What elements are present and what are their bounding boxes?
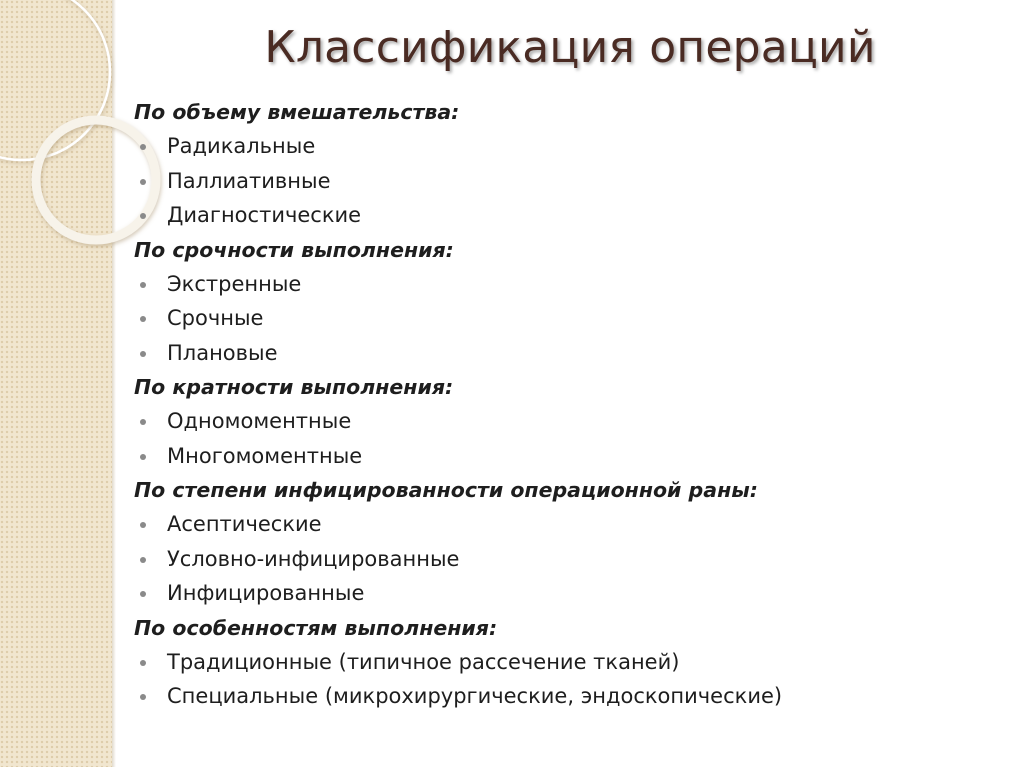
group-heading: По степени инфицированности операционной раны: <box>134 478 758 502</box>
item-label: Паллиативные <box>167 168 331 193</box>
item-label: Плановые <box>167 340 278 365</box>
bullet-icon <box>140 660 146 666</box>
list-item <box>134 301 994 336</box>
group-features <box>134 611 994 714</box>
classification-list <box>134 95 994 715</box>
list-item <box>134 679 994 714</box>
list-item <box>134 576 994 611</box>
item-label: Диагностические <box>167 203 362 227</box>
slide-title: Классификация операций <box>264 22 876 73</box>
list-item <box>134 336 994 371</box>
item-label: Условно-инфицированные <box>167 546 460 571</box>
list-item <box>134 198 994 233</box>
bullet-icon <box>140 282 146 288</box>
group-infection <box>134 473 994 611</box>
group-heading: По особенностям выполнения: <box>134 615 498 640</box>
list-item <box>134 542 994 577</box>
group-heading: По срочности выполнения: <box>134 237 454 262</box>
item-label: Традиционные (типичное рассечение тканей) <box>167 649 680 674</box>
item-label: Радикальные <box>167 134 316 158</box>
bullet-icon <box>140 454 146 460</box>
bullet-icon <box>140 522 146 528</box>
bullet-icon <box>140 179 146 185</box>
group-urgency <box>134 233 994 371</box>
item-label: Асептические <box>167 512 322 536</box>
bullet-icon <box>140 351 146 357</box>
group-multiplicity <box>134 370 994 473</box>
list-item <box>134 267 994 302</box>
bullet-icon <box>140 557 146 563</box>
bullet-icon <box>140 419 146 425</box>
bullet-icon <box>140 591 146 597</box>
bullet-icon <box>140 694 146 700</box>
item-label: Инфицированные <box>167 581 365 605</box>
list-item <box>134 404 994 439</box>
list-item <box>134 164 994 199</box>
list-item <box>134 645 994 680</box>
item-label: Одномоментные <box>167 409 352 433</box>
group-heading: По кратности выполнения: <box>134 375 454 399</box>
bullet-icon <box>140 144 146 150</box>
bullet-icon <box>140 316 146 322</box>
bullet-icon <box>140 213 146 219</box>
item-label: Экстренные <box>167 271 302 296</box>
list-item <box>134 507 994 542</box>
group-volume <box>134 95 994 233</box>
item-label: Многомоментные <box>167 443 363 468</box>
item-label: Срочные <box>167 306 264 330</box>
item-label: Специальные (микрохирургические, эндоскопические) <box>167 684 783 708</box>
list-item <box>134 439 994 474</box>
list-item <box>134 129 994 164</box>
group-heading: По объему вмешательства: <box>134 100 460 124</box>
